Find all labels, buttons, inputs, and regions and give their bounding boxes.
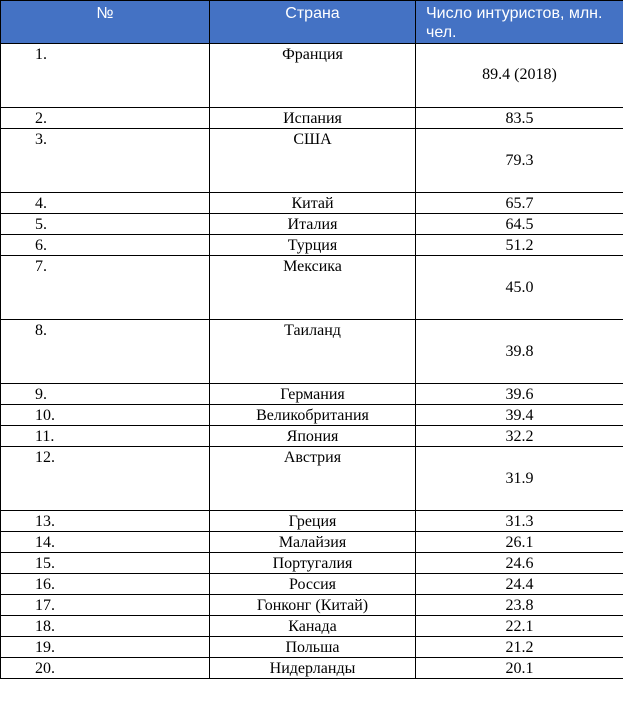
cell-value: 22.1 (416, 616, 623, 637)
cell-num: 3. (1, 129, 210, 193)
table-body (1, 44, 623, 679)
cell-value: 45.0 (416, 256, 623, 320)
cell-country: Таиланд (210, 320, 416, 384)
cell-country: Франция (210, 44, 416, 108)
cell-country: Китай (210, 193, 416, 214)
cell-value: 23.8 (416, 595, 623, 616)
cell-value: 89.4 (2018) (416, 44, 623, 108)
table-row (1, 44, 623, 108)
table-row (1, 384, 623, 405)
cell-num: 2. (1, 108, 210, 129)
cell-value: 31.3 (416, 511, 623, 532)
cell-value: 79.3 (416, 129, 623, 193)
cell-country: Канада (210, 616, 416, 637)
cell-value: 24.6 (416, 553, 623, 574)
table-row (1, 616, 623, 637)
cell-num: 20. (1, 658, 210, 679)
table-row (1, 108, 623, 129)
cell-country: Турция (210, 235, 416, 256)
cell-num: 1. (1, 44, 210, 108)
table-row (1, 595, 623, 616)
cell-country: Германия (210, 384, 416, 405)
cell-num: 12. (1, 447, 210, 511)
cell-value: 39.8 (416, 320, 623, 384)
header-tourists: Число интуристов, млн. чел. (416, 1, 623, 44)
cell-value: 39.4 (416, 405, 623, 426)
cell-num: 13. (1, 511, 210, 532)
cell-num: 8. (1, 320, 210, 384)
cell-value: 65.7 (416, 193, 623, 214)
cell-value: 51.2 (416, 235, 623, 256)
table-row (1, 658, 623, 679)
cell-num: 19. (1, 637, 210, 658)
cell-value: 32.2 (416, 426, 623, 447)
cell-country: Нидерланды (210, 658, 416, 679)
cell-country: Греция (210, 511, 416, 532)
cell-country: Польша (210, 637, 416, 658)
cell-value: 39.6 (416, 384, 623, 405)
header-num: № (1, 1, 210, 44)
header-country: Страна (210, 1, 416, 44)
table-row (1, 532, 623, 553)
cell-country: Португалия (210, 553, 416, 574)
cell-num: 4. (1, 193, 210, 214)
cell-num: 11. (1, 426, 210, 447)
cell-value: 31.9 (416, 447, 623, 511)
table-row (1, 256, 623, 320)
cell-num: 10. (1, 405, 210, 426)
table-row (1, 235, 623, 256)
cell-country: Великобритания (210, 405, 416, 426)
cell-country: США (210, 129, 416, 193)
cell-num: 15. (1, 553, 210, 574)
cell-num: 7. (1, 256, 210, 320)
cell-num: 6. (1, 235, 210, 256)
table-row (1, 129, 623, 193)
cell-country: Испания (210, 108, 416, 129)
table-header-row (1, 1, 623, 44)
cell-num: 18. (1, 616, 210, 637)
cell-country: Италия (210, 214, 416, 235)
table-row (1, 447, 623, 511)
cell-value: 20.1 (416, 658, 623, 679)
cell-num: 14. (1, 532, 210, 553)
table-row (1, 320, 623, 384)
table-row (1, 405, 623, 426)
table-row (1, 637, 623, 658)
cell-value: 21.2 (416, 637, 623, 658)
cell-value: 83.5 (416, 108, 623, 129)
table-row (1, 553, 623, 574)
cell-value: 26.1 (416, 532, 623, 553)
table-row (1, 214, 623, 235)
cell-num: 9. (1, 384, 210, 405)
cell-country: Мексика (210, 256, 416, 320)
cell-num: 17. (1, 595, 210, 616)
table-row (1, 193, 623, 214)
table-row (1, 426, 623, 447)
cell-num: 5. (1, 214, 210, 235)
cell-country: Россия (210, 574, 416, 595)
table-row (1, 574, 623, 595)
table-row (1, 511, 623, 532)
cell-value: 24.4 (416, 574, 623, 595)
cell-value: 64.5 (416, 214, 623, 235)
cell-country: Япония (210, 426, 416, 447)
cell-country: Малайзия (210, 532, 416, 553)
cell-country: Гонконг (Китай) (210, 595, 416, 616)
cell-country: Австрия (210, 447, 416, 511)
cell-num: 16. (1, 574, 210, 595)
